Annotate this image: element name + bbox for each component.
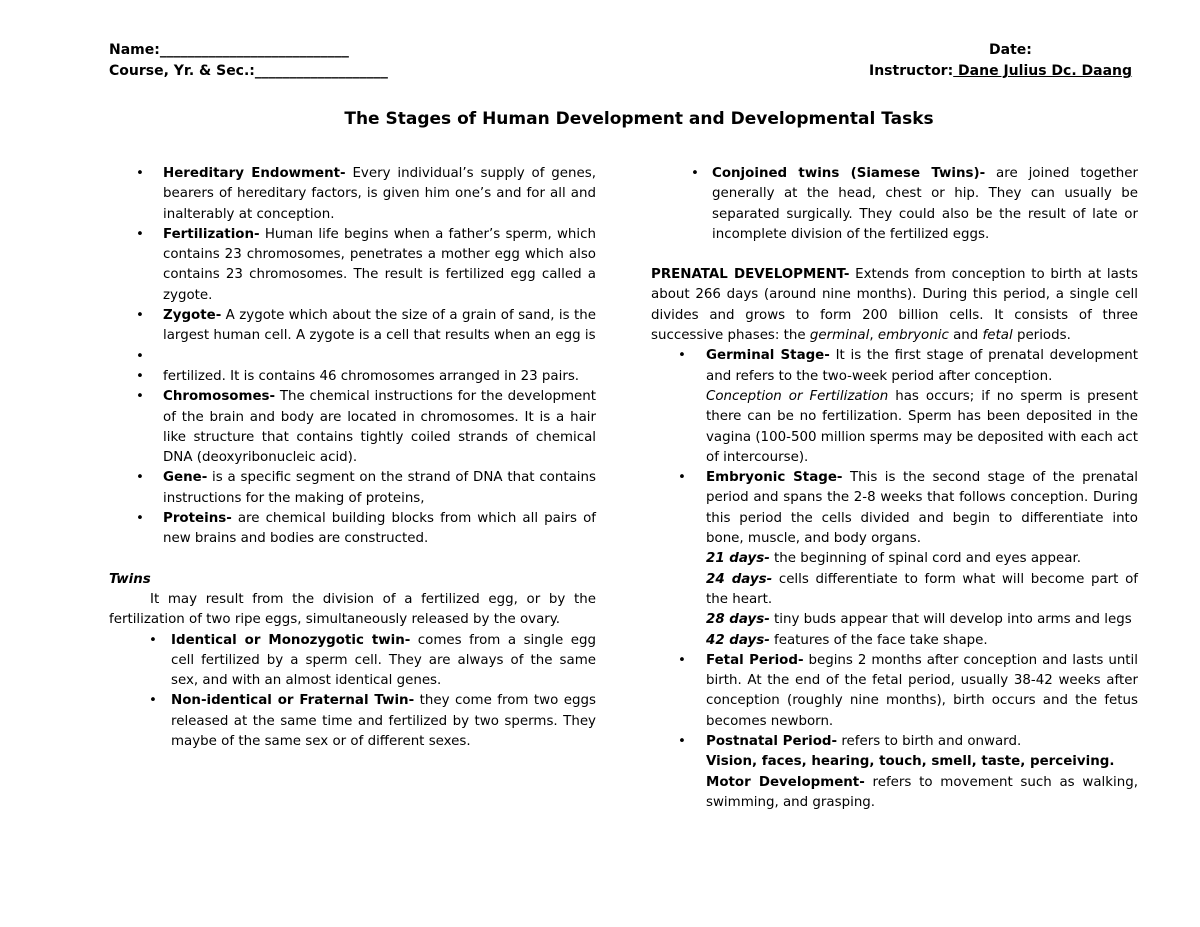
bullet-icon: • <box>149 632 157 648</box>
prenatal-paragraph <box>651 265 1138 346</box>
term: Gene- <box>163 470 208 486</box>
instructor-name: Dane Julius Dc. Daang <box>953 63 1133 79</box>
bullet-icon: • <box>136 470 144 486</box>
twins-heading: Twins <box>109 571 151 587</box>
list-item <box>109 347 596 367</box>
bullet-icon: • <box>136 511 144 527</box>
phase-germinal: germinal <box>809 328 870 344</box>
definition: has occurs; if no sperm is present there can be no fertilization. Sperm has been deposited in the vagina (100-500 million sperms may be deposited with each act of intercourse). <box>706 388 1138 465</box>
date-label: Date: <box>989 42 1032 58</box>
bullet-icon: • <box>136 308 144 324</box>
list-item <box>109 367 596 387</box>
spacer <box>651 245 1138 265</box>
bullet-icon: • <box>136 226 144 242</box>
course-blank: ___________________ <box>254 63 388 79</box>
term: Hereditary Endowment- <box>163 166 346 181</box>
term: Identical or Monozygotic twin- <box>171 632 411 648</box>
term: Motor Development- <box>706 774 865 790</box>
definition: features of the face take shape. <box>769 632 988 648</box>
list-item <box>651 468 1138 651</box>
definition: comes from a single egg cell fertilized by a sperm cell. They are always of the same sex, and with an almost identical genes. <box>171 632 596 689</box>
list-item <box>109 631 596 692</box>
term: Fertilization- <box>163 226 260 242</box>
list-item <box>651 732 1138 813</box>
list-item <box>109 225 596 306</box>
definition: the beginning of spinal cord and eyes appear. <box>769 551 1082 567</box>
term: 42 days- <box>706 632 770 648</box>
twins-list <box>109 631 596 753</box>
name-line <box>109 40 388 61</box>
term: Postnatal Period- <box>706 734 838 750</box>
left-column <box>109 164 596 752</box>
day-line <box>706 570 1138 611</box>
list-item <box>109 387 596 468</box>
definition: begins 2 months after conception and lasts until birth. At the end of the fetal period, usually 38-42 weeks after conception (roughly nine months), birth occurs and the fetus becomes newborn. <box>706 652 1139 729</box>
list-item <box>651 164 1138 245</box>
definition: is a specific segment on the strand of DNA that contains instructions for the making of proteins, <box>163 470 596 506</box>
bullet-icon: • <box>678 652 686 668</box>
definition: cells differentiate to form what will become part of the heart. <box>706 571 1138 607</box>
name-blank: ___________________________ <box>159 42 349 58</box>
bullet-icon: • <box>678 734 686 750</box>
definition: The chemical instructions for the development of the brain and body are located in chromosomes. It is a hair like structure that contains tightly coiled strands of chemical DNA (deoxyribonucleic acid). <box>163 389 596 466</box>
term: Fetal Period- <box>706 652 804 668</box>
definition: This is the second stage of the prenatal period and spans the 2-8 weeks that follows conception. During this period the cells divided and begin to differentiate into bone, muscle, and body organs. <box>706 470 1139 547</box>
phase-fetal: fetal <box>982 328 1013 344</box>
instructor-line <box>869 61 1132 82</box>
name-label: Name: <box>109 42 160 58</box>
twins-intro: It may result from the division of a fertilized egg, or by the fertilization of two ripe eggs, simultaneously released by the ovary. <box>109 591 596 628</box>
right-column <box>651 164 1138 813</box>
definition: fertilized. It is contains 46 chromosomes arranged in 23 pairs. <box>163 368 580 384</box>
term: 24 days- <box>706 571 773 587</box>
definition: It is the first stage of prenatal development and refers to the two-week period after conception. <box>706 348 1138 384</box>
conjoined-list <box>651 164 1138 245</box>
term: Proteins- <box>163 511 232 527</box>
phase-embryonic: embryonic <box>877 328 949 344</box>
header-right <box>869 40 1132 82</box>
bullet-icon: • <box>678 470 686 486</box>
definition-end: periods. <box>1012 328 1071 344</box>
list-item <box>109 164 596 225</box>
definition: refers to birth and onward. <box>837 734 1022 750</box>
definition: are joined together generally at the head, chest or hip. They can usually be separated surgically. They could also be the result of late or incomplete division of the fertilized eggs. <box>712 166 1138 242</box>
list-item <box>109 306 596 347</box>
definition: Every individual’s supply of genes, bearers of hereditary factors, is given him one’s and for all and inalterably at conception. <box>163 166 596 222</box>
list-item <box>651 346 1138 468</box>
definition: tiny buds appear that will develop into arms and legs <box>769 612 1132 628</box>
term: Germinal Stage- <box>706 348 830 364</box>
term: Conception or Fertilization <box>706 388 889 404</box>
definition: they come from two eggs released at the same time and fertilized by two sperms. They maybe of the same sex or of different sexes. <box>171 693 596 750</box>
separator: , <box>869 328 878 344</box>
bullet-icon: • <box>136 389 144 405</box>
definition: Human life begins when a father’s sperm, which contains 23 chromosomes, penetrates a mother egg which also contains 23 chromosomes. The result is fertilized egg called a zygote. <box>163 226 596 303</box>
definition: are chemical building blocks from which all pairs of new brains and bodies are constructed. <box>163 511 596 547</box>
day-line <box>706 549 1138 569</box>
bullet-icon: • <box>136 368 144 384</box>
instructor-label: Instructor: <box>869 63 954 79</box>
day-line <box>706 631 1138 651</box>
course-label: Course, Yr. & Sec.: <box>109 63 255 79</box>
stages-list <box>651 346 1138 813</box>
bullet-icon: • <box>691 166 699 181</box>
definition: Extends from conception to birth at lasts about 266 days (around nine months). During this period, a single cell divides and grows to form 200 billion cells. It consists of three successive phases: the <box>651 267 1138 344</box>
separator: and <box>948 328 983 344</box>
bullet-icon: • <box>678 348 686 364</box>
header-left <box>109 40 388 82</box>
sub-paragraph <box>706 387 1138 468</box>
list-item <box>651 651 1138 732</box>
term: Conjoined twins (Siamese Twins)- <box>712 166 986 181</box>
bullet-icon: • <box>149 693 157 709</box>
definition: A zygote which about the size of a grain of sand, is the largest human cell. A zygote is a cell that results when an egg is <box>163 308 596 344</box>
bullet-icon: • <box>136 166 144 181</box>
list-item <box>109 691 596 752</box>
senses-line <box>706 752 1138 772</box>
bullet-icon: • <box>136 348 144 364</box>
term: 28 days- <box>706 612 770 628</box>
document-title: The Stages of Human Development and Developmental Tasks <box>344 109 934 129</box>
term: Embryonic Stage- <box>706 470 843 486</box>
day-line <box>706 610 1138 630</box>
term: PRENATAL DEVELOPMENT- <box>651 267 850 283</box>
motor-line <box>706 773 1138 814</box>
term: 21 days- <box>706 551 770 567</box>
course-line <box>109 61 388 82</box>
terms-list <box>109 164 596 550</box>
senses: Vision, faces, hearing, touch, smell, taste, perceiving. <box>706 754 1115 770</box>
term: Non-identical or Fraternal Twin- <box>171 693 415 709</box>
term: Chromosomes- <box>163 389 276 405</box>
list-item <box>109 468 596 509</box>
definition: refers to movement such as walking, swimming, and grasping. <box>706 774 1138 810</box>
list-item <box>109 509 596 550</box>
term: Zygote- <box>163 308 222 324</box>
